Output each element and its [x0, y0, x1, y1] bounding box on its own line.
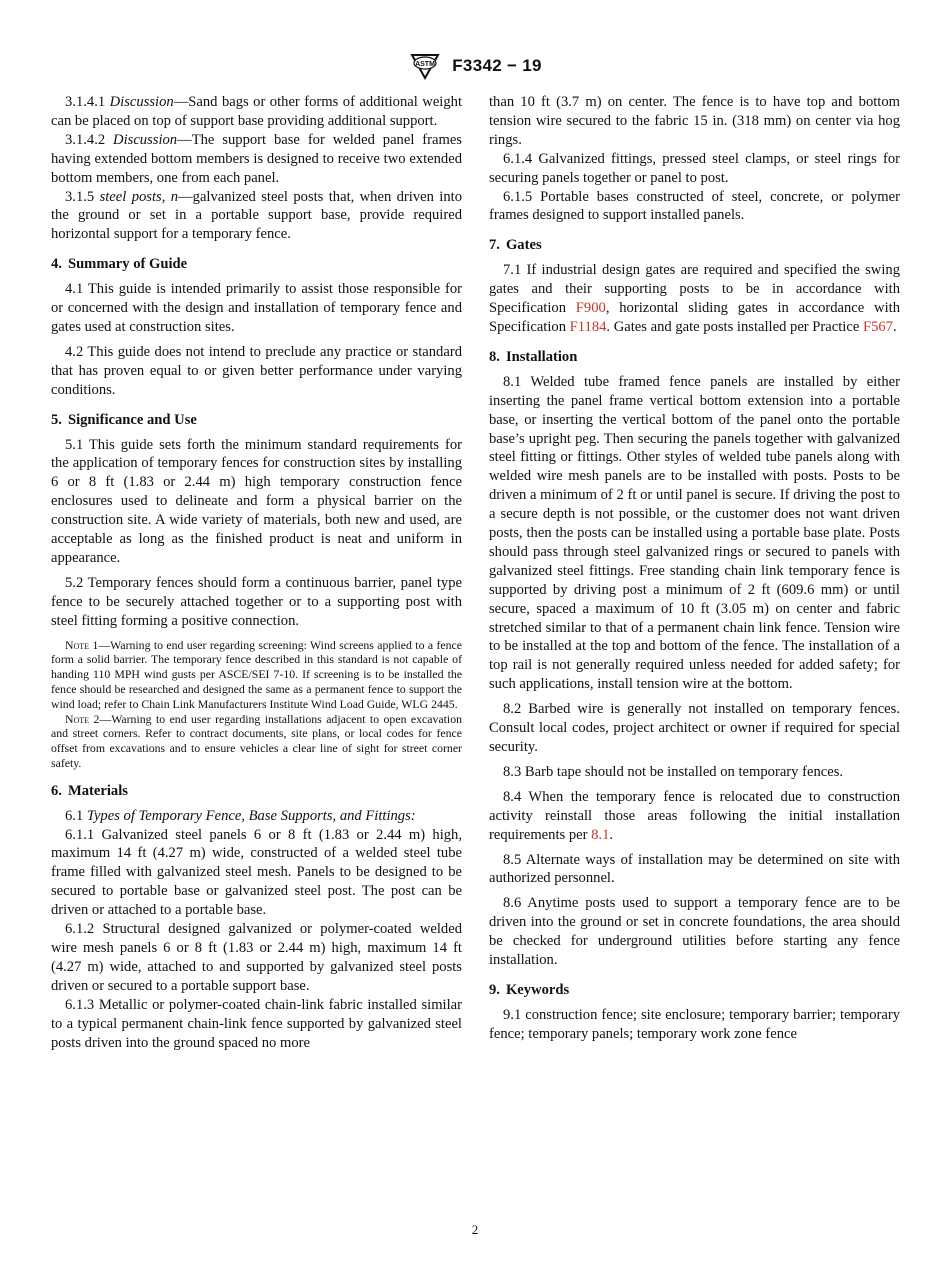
- standard-code: F3342 − 19: [452, 56, 542, 75]
- paragraph-6-1-3-continued: than 10 ft (3.7 m) on center. The fence is to have top and bottom tension wire secured to the fabric 15 in. (318 mm) on center via hog rings.: [489, 94, 900, 148]
- left-column: [51, 93, 462, 1052]
- paragraph-8-5: 8.5 Alternate ways of installation may be determined on site with authorized personnel.: [489, 851, 900, 887]
- paragraph-4-1: 4.1 This guide is intended primarily to assist those responsible for or concerned with the design and installation of temporary fence and gates used at construction sites.: [51, 281, 462, 335]
- paragraph-8-2: 8.2 Barbed wire is generally not installed on temporary fences. Consult local codes, project architect or owner if required for special security.: [489, 701, 900, 755]
- svg-text:ASTM: ASTM: [415, 61, 436, 68]
- note-2: Note 2—Warning to end user regarding installations adjacent to open excavation and street corners. Refer to contract documents, site plans, or local codes for fence offset from excavations and to ensure vehicles a clear line of sight for street corner safety.: [51, 711, 462, 770]
- paragraph-5-1: 5.1 This guide sets forth the minimum standard requirements for the application of temporary fences for construction sites by installing 6 or 8 ft (1.83 or 2.44 m) high temporary construction fence enclosures used to delineate and form a physical barrier on the construction site. A wide variety of materials, both new and used, are acceptable as long as the finished product is neat and uniform in appearance.: [51, 436, 462, 566]
- section-heading-4: 4. Summary of Guide: [51, 256, 188, 273]
- section-heading-6: 6. Materials: [51, 782, 128, 799]
- paragraph-5-2: 5.2 Temporary fences should form a continuous barrier, panel type fence to be securely attached together or to a supporting post with steel fitting forming a positive connection.: [51, 574, 462, 629]
- paragraph-3-1-4-1: 3.1.4.1 Discussion—Sand bags or other forms of additional weight can be placed on top of support base providing additional support.: [51, 94, 462, 129]
- paragraph-6-1-1: 6.1.1 Galvanized steel panels 6 or 8 ft (1.83 or 2.44 m) high, maximum 14 ft (4.27 m) wide, constructed of a welded steel tube frame filled with galvanized steel mesh. Panels to be designed to be secured to portable base or galvanized steel post. The post can be driven or attached to a portable base.: [51, 826, 462, 919]
- paragraph-6-1: 6.1 Types of Temporary Fence, Base Supports, and Fittings:: [65, 807, 416, 824]
- page-header: [0, 52, 950, 86]
- section-heading-5: 5. Significance and Use: [51, 411, 197, 428]
- paragraph-8-1: 8.1 Welded tube framed fence panels are installed by either inserting the panel frame vertical bottom extension into a portable base, or inserting the vertical bottom of the panel onto the portable base’s upright peg. Then securing the panels together with galvanized steel fitting or fittings. Other styles of welded tube panels along with welded wire mesh panels are to be installed with posts. Posts to be driven a minimum of 2 ft or until panel is secure. If driving the post to a secure depth is not possible, or the customer does not want driven posts, then the posts can be installed using a portable base plate. Posts should pass through steel galvanized rings or secured to panels with galvanized steel fittings. Free standing chain link temporary fence is supported by driving post a minimum of 2 ft (609.6 mm) or until secure, spaced a maximum of 10 ft (3.05 m) on center and fabric stretched similar to that of a permanent chain link fence. Tension wire to be installed at the top and bottom of the fence. The installation of a top rail is not generally required unless needed for added safety; for such applications, install tension wire at the bottom.: [489, 373, 900, 693]
- section-heading-9: 9. Keywords: [489, 981, 570, 998]
- reference-link-f900[interactable]: F900: [575, 300, 606, 317]
- section-heading-8: 8. Installation: [489, 348, 578, 365]
- paragraph-7-1: 7.1 If industrial design gates are required and specified the swing gates and their supporting posts to be in accordance with Specification F900, horizontal sliding gates in accordance with Specification F1184. Gates and gate posts installed per Practice F567.: [489, 262, 900, 335]
- paragraph-4-2: 4.2 This guide does not intend to preclude any practice or standard that has proven equal to or given better performance under varying conditions.: [51, 343, 462, 398]
- paragraph-8-3: 8.3 Barb tape should not be installed on temporary fences.: [503, 763, 844, 780]
- note-1: Note 1—Warning to end user regarding screening: Wind screens applied to a fence form a solid barrier. The temporary fence described in this standard is not capable of handing 110 MPH wind gusts per ASCE/SEI 7-10. If screening is to be installed the fence should be researched and designed the same as a permanent fence to support the wind load; refer to Chain Link Manufacturers Institute Wind Load Guide, WLG 2445.: [51, 637, 462, 711]
- astm-logo-icon: [408, 52, 442, 80]
- reference-link-8-1[interactable]: 8.1: [591, 826, 610, 843]
- reference-link-f1184[interactable]: F1184: [569, 318, 607, 335]
- paragraph-8-6: 8.6 Anytime posts used to support a temporary fence are to be driven into the ground or set in concrete foundations, the area should be checked for underground utilities before starting any fence installation.: [489, 895, 900, 969]
- paragraph-3-1-4-2: 3.1.4.2 Discussion—The support base for welded panel frames having extended bottom members is designed to receive two extended bottom members, one from each panel.: [51, 131, 462, 186]
- paragraph-6-1-3: 6.1.3 Metallic or polymer-coated chain-link fabric installed similar to a typical permanent chain-link fence supported by galvanized steel posts driven into the ground spaced no more: [51, 996, 462, 1051]
- paragraph-6-1-2: 6.1.2 Structural designed galvanized or polymer-coated welded wire mesh panels 6 or 8 ft (1.83 or 2.44 m) high, maximum 14 ft (4.27 m) wide, attached to and supported by galvanized steel posts driven or secured to a portable support base.: [51, 921, 462, 994]
- paragraph-8-4: 8.4 When the temporary fence is relocated due to construction activity reinstall those areas following the initial installation requirements per 8.1.: [489, 788, 900, 843]
- right-column: [489, 93, 900, 1044]
- page-number: 2: [471, 1222, 479, 1237]
- section-heading-7: 7. Gates: [489, 237, 542, 254]
- paragraph-3-1-5: 3.1.5 steel posts, n—galvanized steel posts that, when driven into the ground or set in a portable support base, provide required horizontal support for a temporary fence.: [51, 188, 463, 243]
- reference-link-f567[interactable]: F567: [862, 318, 893, 335]
- paragraph-9-1: 9.1 construction fence; site enclosure; temporary barrier; temporary fence; temporary panels; temporary work zone fence: [489, 1006, 900, 1042]
- paragraph-6-1-5: 6.1.5 Portable bases constructed of steel, concrete, or polymer frames designed to support installed panels.: [489, 188, 900, 224]
- paragraph-6-1-4: 6.1.4 Galvanized fittings, pressed steel clamps, or steel rings for securing panels together or panel to post.: [489, 150, 900, 186]
